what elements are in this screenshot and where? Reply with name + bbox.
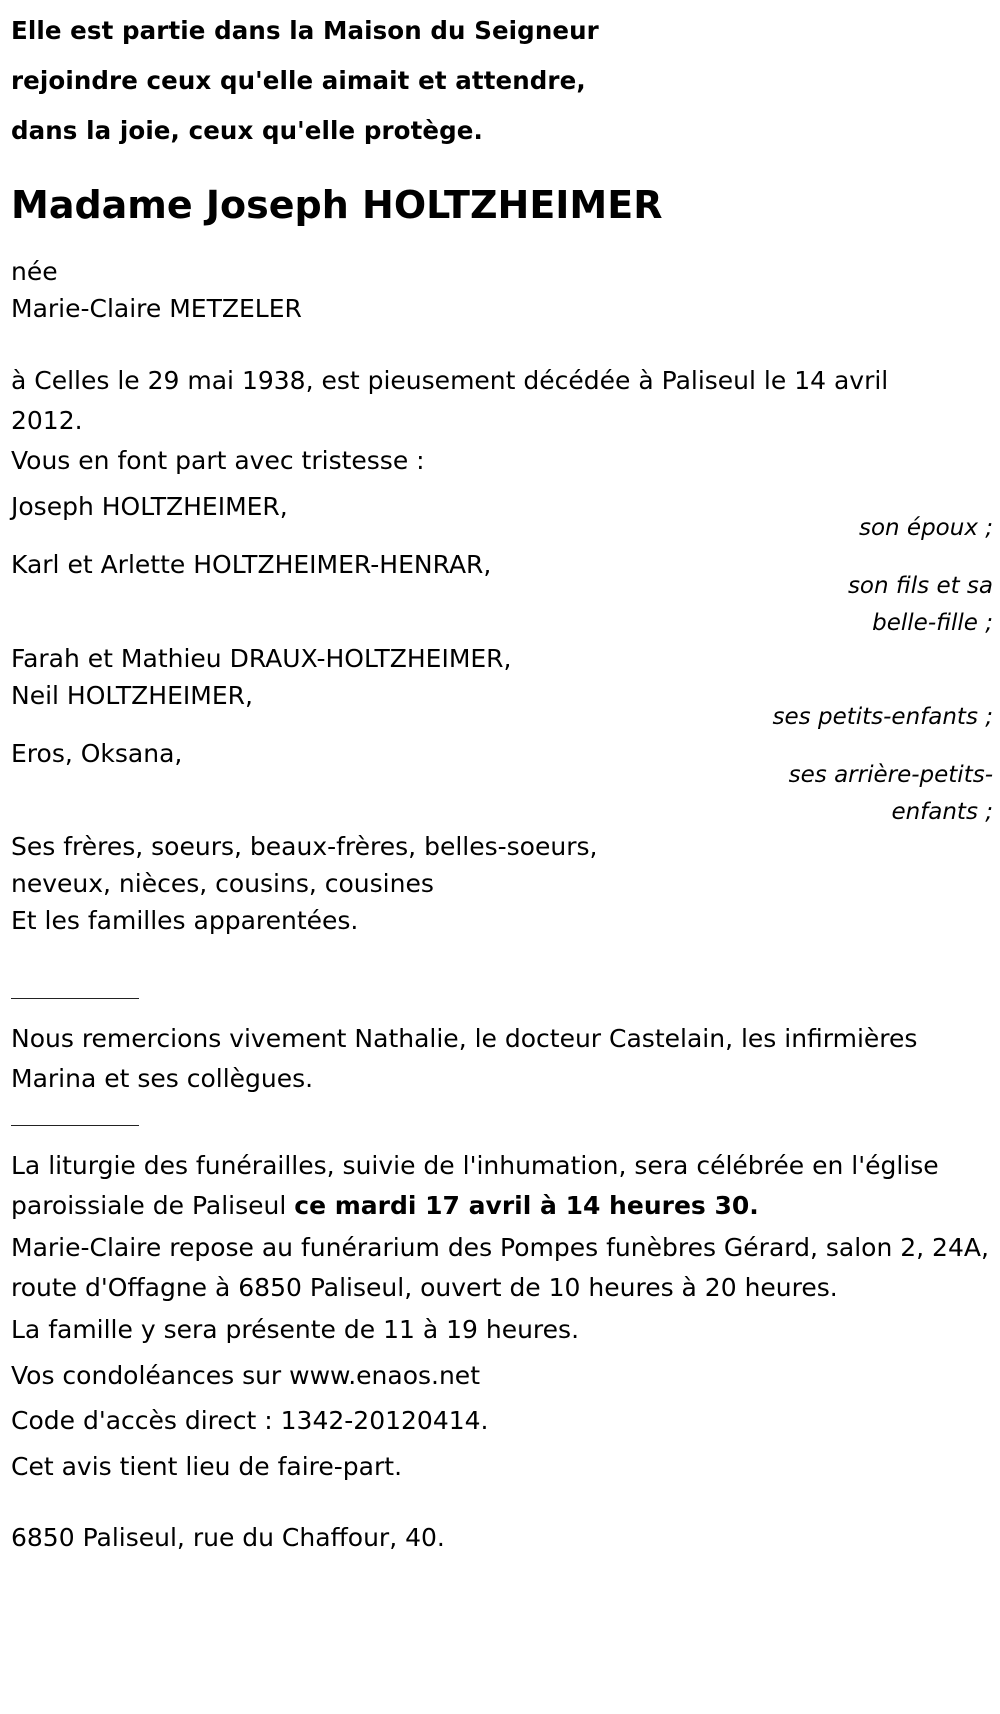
family-names-grandchildren-1: Farah et Mathieu DRAUX-HOLTZHEIMER, (11, 644, 512, 673)
extended-family-line-3: Et les familles apparentées. (11, 906, 359, 935)
separator-line-1 (11, 998, 139, 999)
nee-label: née (11, 257, 58, 286)
family-names-great-grandchildren: Eros, Oksana, (11, 739, 183, 768)
family-names-spouse: Joseph HOLTZHEIMER, (11, 492, 288, 521)
birth-death-text: à Celles le 29 mai 1938, est pieusement décédée à Paliseul le 14 avril 2012. (11, 366, 889, 435)
thanks-text: Nous remercions vivement Nathalie, le docteur Castelain, les infirmières Marina et ses collègues. (11, 1024, 918, 1093)
funeral-text: La liturgie des funérailles, suivie de l'inhumation, sera célébrée en l'église paroissiale de Paliseul (11, 1151, 939, 1220)
maiden-name: Marie-Claire METZELER (11, 294, 302, 323)
intro-line-2: rejoindre ceux qu'elle aimait et attendre, (11, 66, 586, 95)
family-role-son-line-2: belle-fille ; (872, 610, 993, 636)
family-role-son-line-1: son fils et sa (847, 573, 993, 599)
deceased-name-heading: Madame Joseph HOLTZHEIMER (11, 183, 663, 227)
family-role-great-grandchildren-line-1: ses arrière-petits- (788, 762, 993, 788)
extended-family-line-2: neveux, nièces, cousins, cousines (11, 869, 434, 898)
family-role-spouse: son époux ; (858, 515, 993, 541)
announcement-text: Vous en font part avec tristesse : (11, 446, 425, 475)
extended-family-line-1: Ses frères, soeurs, beaux-frères, belles-soeurs, (11, 832, 598, 861)
access-code-text: Code d'accès direct : 1342-20120414. (11, 1406, 489, 1435)
family-role-grandchildren: ses petits-enfants ; (772, 704, 993, 730)
address-text: 6850 Paliseul, rue du Chaffour, 40. (11, 1523, 445, 1552)
intro-line-3: dans la joie, ceux qu'elle protège. (11, 116, 483, 145)
intro-line-1: Elle est partie dans la Maison du Seigneur (11, 16, 599, 45)
funeral-details (11, 1146, 991, 1226)
separator-line-2 (11, 1125, 139, 1126)
notice-text: Cet avis tient lieu de faire-part. (11, 1452, 403, 1481)
condolences-text: Vos condoléances sur www.enaos.net (11, 1361, 480, 1390)
funeral-date-time: ce mardi 17 avril à 14 heures 30. (294, 1191, 759, 1220)
repose-text: Marie-Claire repose au funérarium des Pompes funèbres Gérard, salon 2, 24A, route d'Offagne à 6850 Paliseul, ouvert de 10 heures à 20 heures. (11, 1233, 989, 1302)
family-names-grandchildren-2: Neil HOLTZHEIMER, (11, 681, 253, 710)
family-role-great-grandchildren-line-2: enfants ; (891, 799, 993, 825)
family-names-son: Karl et Arlette HOLTZHEIMER-HENRAR, (11, 550, 492, 579)
intro-verse (11, 6, 599, 156)
presence-text: La famille y sera présente de 11 à 19 heures. (11, 1315, 580, 1344)
